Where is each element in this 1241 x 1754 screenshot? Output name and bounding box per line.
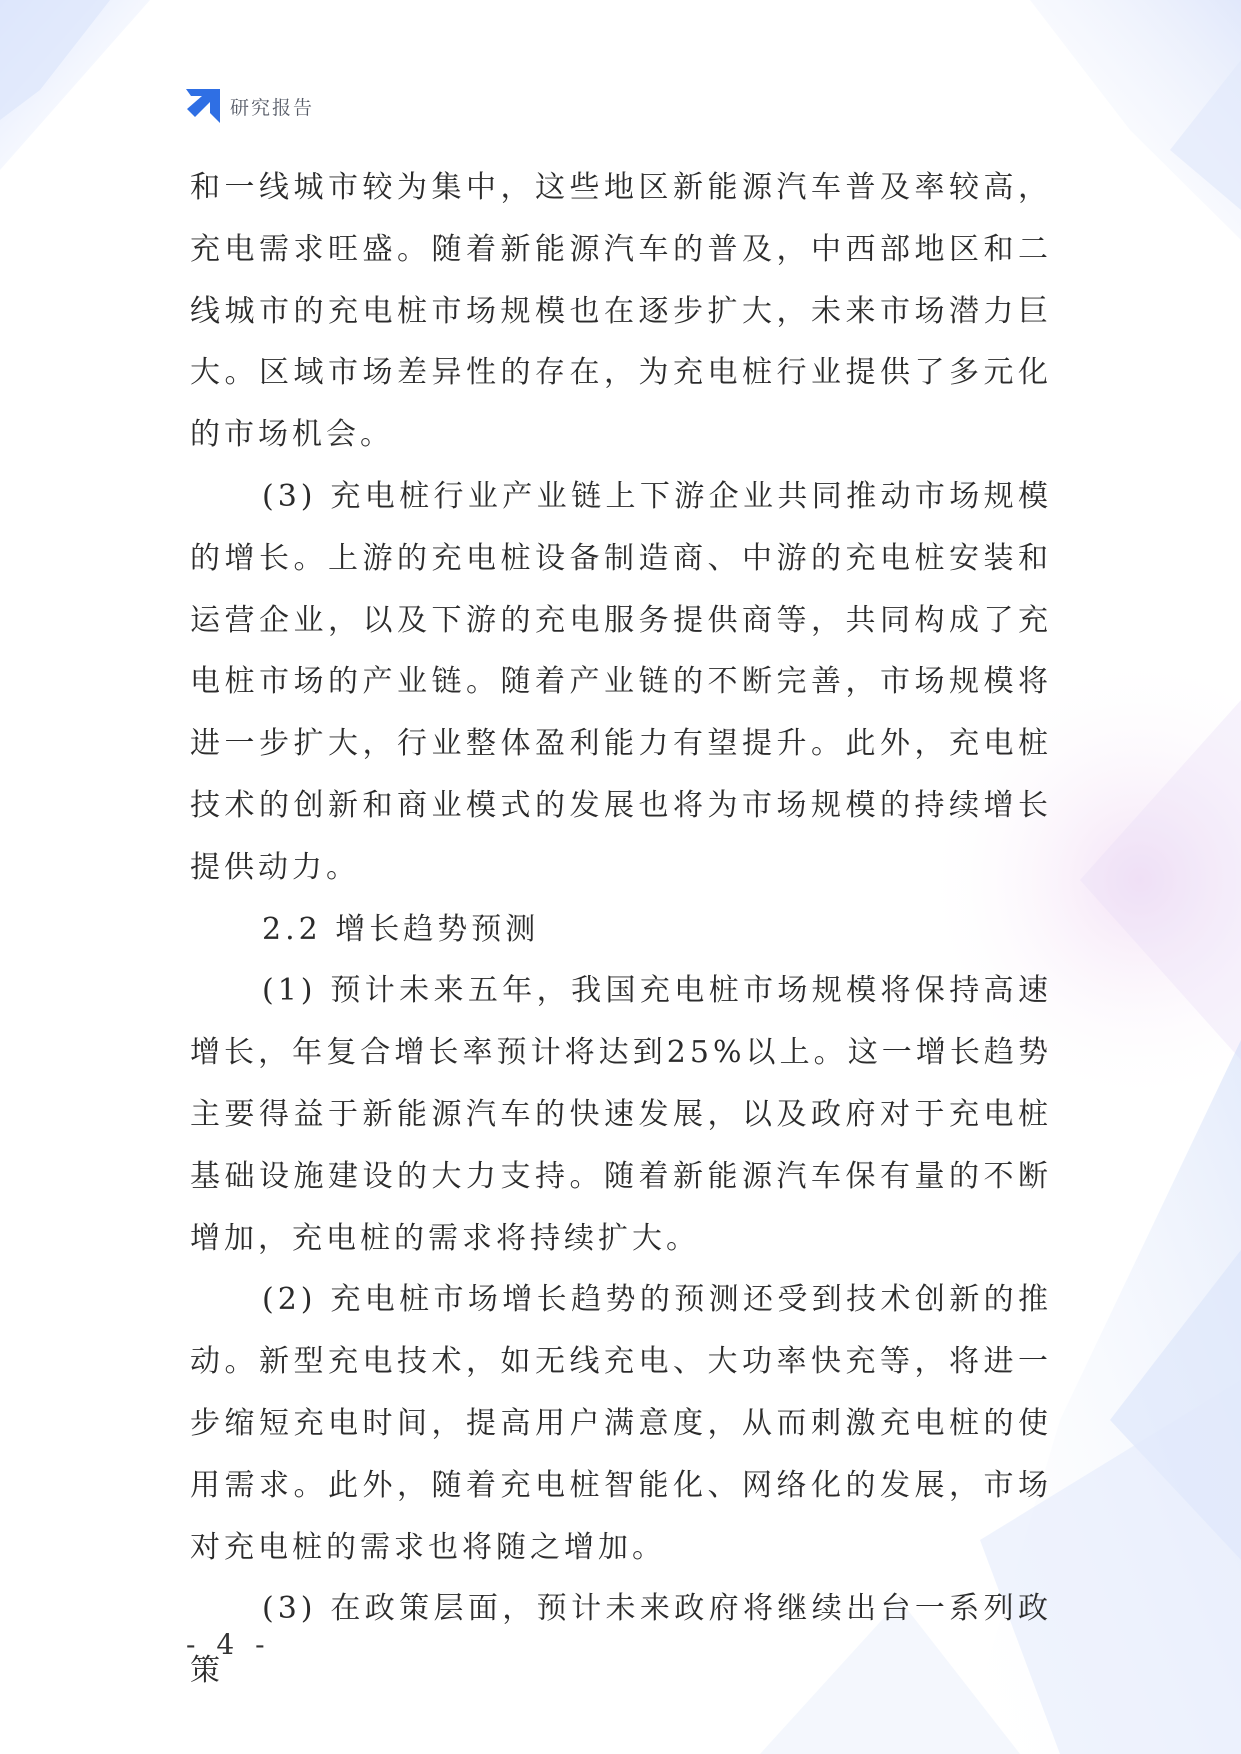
document-body xyxy=(190,157,1052,1702)
page-number: - 4 - xyxy=(186,1628,271,1661)
section-heading: 2.2 增长趋势预测 xyxy=(262,911,540,947)
header-title: 研究报告 xyxy=(230,96,315,119)
paragraph: 和一线城市较为集中，这些地区新能源汽车普及率较高，充电需求旺盛。随着新能源汽车的普及，中西部地区和二线城市的充电桩市场规模也在逐步扩大，未来市场潜力巨大。区域市场差异性的存在，为充电桩行业提供了多元化的市场机会。 xyxy=(190,170,1052,453)
report-header xyxy=(186,88,314,124)
paragraph: (1) 预计未来五年，我国充电桩市场规模将保持高速增长，年复合增长率预计将达到25%以上。这一增长趋势主要得益于新能源汽车的快速发展，以及政府对于充电桩基础设施建设的大力支持。随着新能源汽车保有量的不断增加，充电桩的需求将持续扩大。 xyxy=(190,973,1052,1256)
paragraph: (3) 充电桩行业产业链上下游企业共同推动市场规模的增长。上游的充电桩设备制造商、中游的充电桩安装和运营企业，以及下游的充电服务提供商等，共同构成了充电桩市场的产业链。随着产业链的不断完善，市场规模将进一步扩大，行业整体盈利能力有望提升。此外，充电桩技术的创新和商业模式的发展也将为市场规模的持续增长提供动力。 xyxy=(190,478,1052,885)
paragraph: (3) 在政策层面，预计未来政府将继续出台一系列政策 xyxy=(190,1591,1052,1689)
paragraph: (2) 充电桩市场增长趋势的预测还受到技术创新的推动。新型充电技术，如无线充电、大功率快充等，将进一步缩短充电时间，提高用户满意度，从而刺激充电桩的使用需求。此外，随着充电桩智能化、网络化的发展，市场对充电桩的需求也将随之增加。 xyxy=(190,1282,1052,1565)
arrow-logo-icon xyxy=(186,89,220,123)
